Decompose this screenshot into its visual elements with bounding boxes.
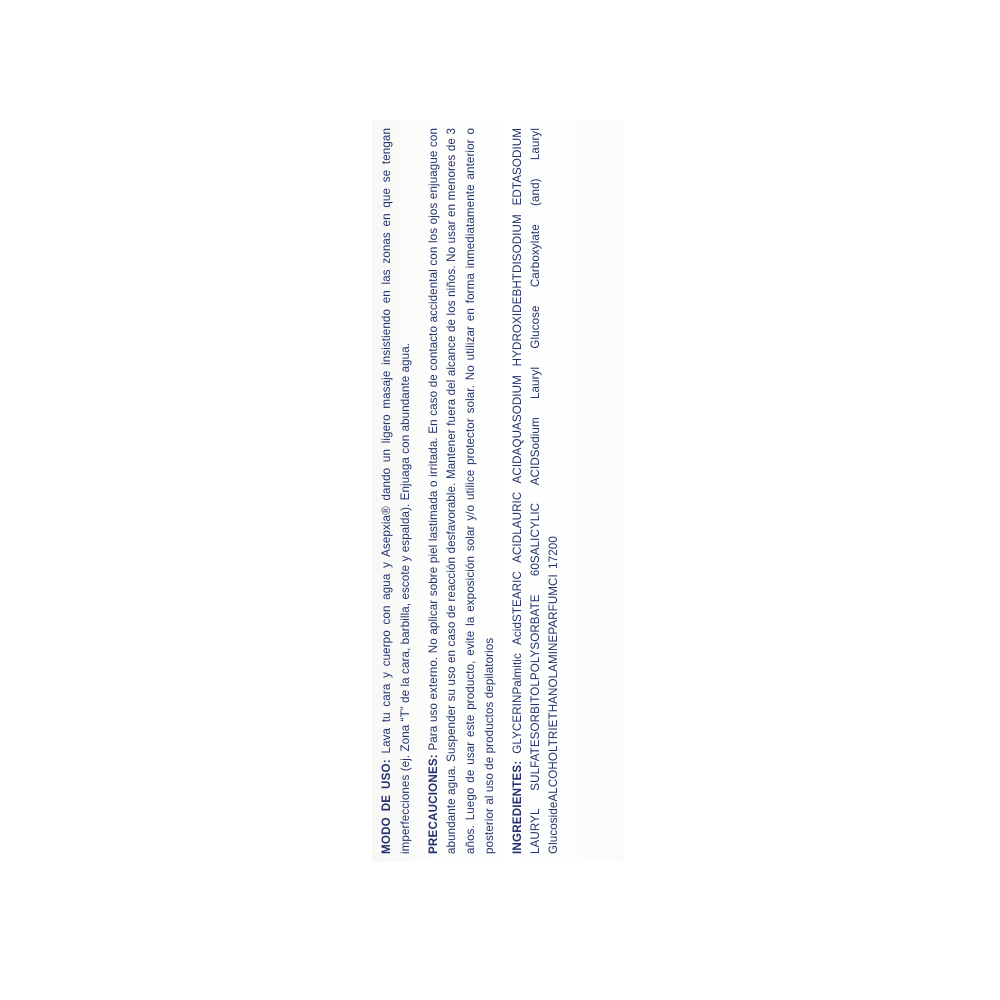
label-text-column: [372, 120, 624, 862]
section-modo-de-uso: [378, 128, 416, 854]
section-precauciones: [425, 128, 500, 854]
rotated-text-region: [372, 120, 624, 862]
ingredientes-body: GLYCERINPalmitic AcidSTEARIC ACIDLAURIC ACIDAQUASODIUM HYDROXIDEBHTDISODIUM EDTASODIUM LAURYL SULFATESORBITOLPOLYSORBATE 60SALICYLIC ACIDSodium Lauryl Glucose Carboxylate (and) Lauryl GlucosideALCOHOLTRIETHANOLAMINEPARFUMCI 17200: [510, 127, 561, 854]
modo-de-uso-heading: MODO DE USO:: [380, 759, 393, 854]
precauciones-heading: PRECAUCIONES:: [426, 754, 440, 854]
precauciones-body: Para uso externo. No aplicar sobre piel lastimada o irritada. En caso de contacto accidental con los ojos enjuague con abundante agua. Suspender su uso en caso de reacción desfavorable. Mantener fuera del alcance de los niños. No usar en menores de 3 años. Luego de usar este producto, evite la exposición solar y/o utilice protector solar. No utilizar en forma inmediatamente anterior o posterior al uso de productos depilatorios: [426, 127, 496, 854]
section-ingredientes: [509, 128, 564, 854]
modo-de-uso-body: Lava tu cara y cuerpo con agua y Asepxia® dando un ligero masaje insistiendo en las zonas en que se tengan imperfecciones (ej. Zona “T” de la cara, barbilla, escote y espalda). Enjuaga con abundante agua.: [380, 128, 412, 854]
ingredientes-heading: INGREDIENTES:: [510, 760, 524, 854]
